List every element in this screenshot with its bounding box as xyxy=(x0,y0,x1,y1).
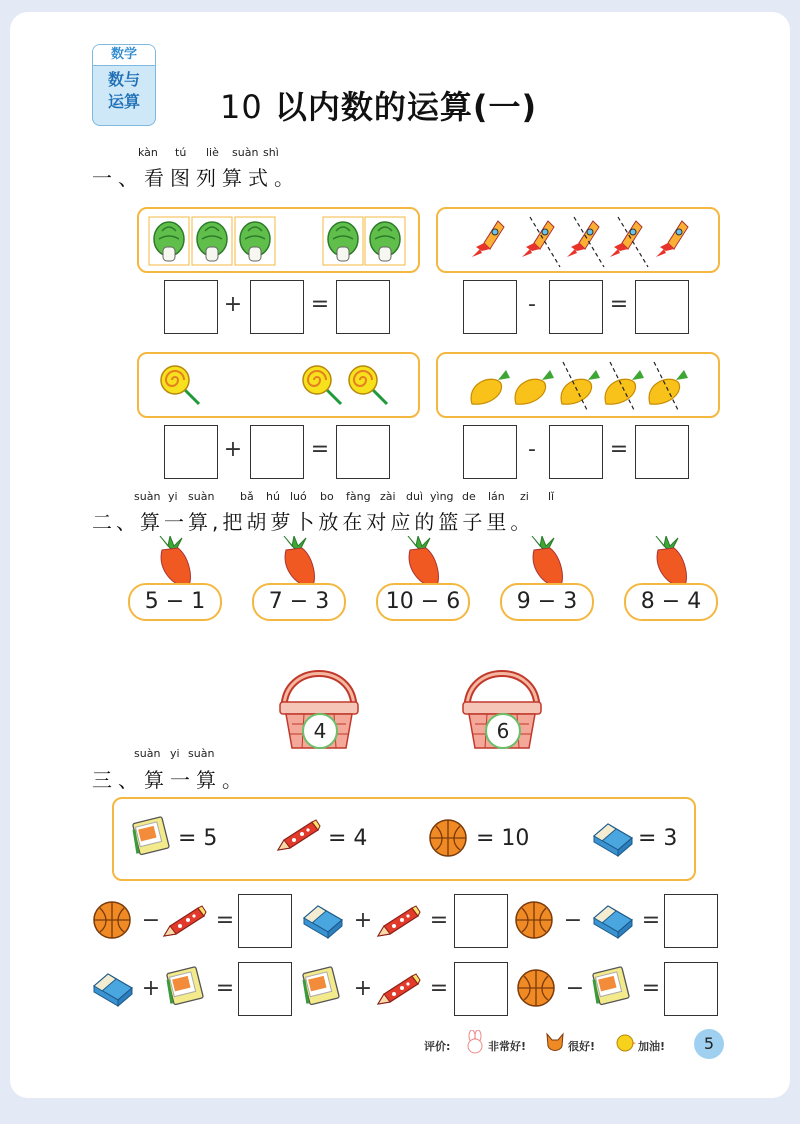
page-title xyxy=(220,82,537,128)
pinyin-syllable: de xyxy=(462,490,476,503)
topic-label-line1: 数与 xyxy=(107,70,140,89)
carrot-expression[interactable]: 8 − 4 xyxy=(624,583,718,621)
answer-box[interactable] xyxy=(664,894,718,948)
basketball-icon xyxy=(92,900,134,942)
basketball-icon xyxy=(428,818,470,860)
key-value: = 4 xyxy=(328,826,368,851)
subject-badge xyxy=(92,44,156,126)
answer-box[interactable] xyxy=(250,425,304,479)
answer-box[interactable] xyxy=(250,280,304,334)
minus-sign: - xyxy=(528,437,536,462)
equals-sign: = xyxy=(429,976,449,1001)
basketball-icon xyxy=(516,968,558,1010)
rocket-group xyxy=(438,209,718,271)
equals-sign: = xyxy=(609,292,629,317)
rating-good[interactable]: 很好! xyxy=(568,1040,596,1053)
notebook-icon xyxy=(130,816,176,858)
basket-number: 4 xyxy=(302,713,338,749)
carrot-expression[interactable]: 7 − 3 xyxy=(252,583,346,621)
answer-box[interactable] xyxy=(549,280,603,334)
answer-box[interactable] xyxy=(336,425,390,479)
rabbit-icon[interactable] xyxy=(464,1030,486,1054)
equals-sign: = xyxy=(609,437,629,462)
equals-sign: = xyxy=(215,976,235,1001)
cabbage-group xyxy=(139,209,418,271)
rating-label: 评价: xyxy=(424,1040,451,1053)
pinyin-syllable: yi xyxy=(170,747,180,760)
section3-heading: 三、算一算。 xyxy=(92,768,248,792)
minus-sign: - xyxy=(528,292,536,317)
pinyin-syllable: bo xyxy=(320,490,334,503)
eraser-icon xyxy=(590,900,636,942)
pinyin-syllable: suàn xyxy=(134,747,161,760)
answer-box[interactable] xyxy=(549,425,603,479)
notebook-icon xyxy=(300,966,346,1008)
basketball-icon xyxy=(514,900,556,942)
lollipop-group xyxy=(139,354,418,416)
minus-sign: − xyxy=(563,908,583,933)
picture-box-mangoes xyxy=(436,352,720,418)
notebook-icon xyxy=(164,966,210,1008)
pencil-icon xyxy=(274,816,324,858)
section3-pinyin xyxy=(134,747,254,761)
answer-box[interactable] xyxy=(336,280,390,334)
pencil-icon xyxy=(374,970,424,1012)
pinyin-syllable: luó xyxy=(290,490,307,503)
key-value: = 10 xyxy=(476,826,530,851)
pinyin-syllable: duì xyxy=(406,490,424,503)
equals-sign: = xyxy=(429,908,449,933)
equals-sign: = xyxy=(310,437,330,462)
pinyin-syllable: fàng xyxy=(346,490,371,503)
topic-label-line2: 运算 xyxy=(107,92,140,111)
mango-group xyxy=(438,354,718,416)
chick-icon[interactable] xyxy=(614,1030,636,1054)
answer-box[interactable] xyxy=(164,280,218,334)
pinyin-syllable: kàn xyxy=(138,146,158,159)
eraser-icon xyxy=(90,968,136,1010)
pinyin-syllable: yìng xyxy=(430,490,454,503)
answer-box[interactable] xyxy=(238,962,292,1016)
carrot-icon xyxy=(284,536,314,588)
picture-box-lollipops xyxy=(137,352,420,418)
subject-label: 数学 xyxy=(93,45,155,66)
page-number: 5 xyxy=(694,1029,724,1059)
answer-box[interactable] xyxy=(454,894,508,948)
eraser-icon xyxy=(300,900,346,942)
eraser-icon xyxy=(590,818,636,860)
pencil-icon xyxy=(374,902,424,944)
pinyin-syllable: lán xyxy=(488,490,505,503)
answer-box[interactable] xyxy=(664,962,718,1016)
minus-sign: − xyxy=(565,976,585,1001)
section2-heading: 二、算一算,把胡萝卜放在对应的篮子里。 xyxy=(92,510,535,534)
answer-box[interactable] xyxy=(635,280,689,334)
key-value: = 3 xyxy=(638,826,678,851)
section1-heading: 一、看图列算式。 xyxy=(92,166,300,190)
plus-sign: + xyxy=(141,976,161,1001)
pinyin-syllable: shì xyxy=(263,146,279,159)
pinyin-syllable: yi xyxy=(168,490,178,503)
plus-sign: + xyxy=(223,292,243,317)
pinyin-syllable: zi xyxy=(520,490,529,503)
equals-sign: = xyxy=(215,908,235,933)
carrot-icon xyxy=(160,536,190,588)
equals-sign: = xyxy=(641,908,661,933)
carrot-expression[interactable]: 10 − 6 xyxy=(376,583,470,621)
carrot-expression[interactable]: 9 − 3 xyxy=(500,583,594,621)
plus-sign: + xyxy=(353,976,373,1001)
carrot-icon xyxy=(408,536,438,588)
pinyin-syllable: zài xyxy=(380,490,396,503)
picture-box-cabbage xyxy=(137,207,420,273)
pinyin-syllable: bǎ xyxy=(240,490,254,503)
pencil-icon xyxy=(160,902,210,944)
title-text: 以内数的运算(一) xyxy=(274,88,538,126)
title-number: 10 xyxy=(220,88,263,126)
equals-sign: = xyxy=(310,292,330,317)
carrot-icon xyxy=(532,536,562,588)
section2-pinyin xyxy=(134,490,574,504)
picture-box-rockets xyxy=(436,207,720,273)
pinyin-syllable: lǐ xyxy=(548,490,555,503)
answer-box[interactable] xyxy=(238,894,292,948)
equals-sign: = xyxy=(641,976,661,1001)
carrot-icon xyxy=(656,536,686,588)
answer-box[interactable] xyxy=(463,280,517,334)
answer-box[interactable] xyxy=(164,425,218,479)
carrot-expression[interactable]: 5 − 1 xyxy=(128,583,222,621)
key-value: = 5 xyxy=(178,826,218,851)
notebook-icon xyxy=(590,966,636,1008)
plus-sign: + xyxy=(223,437,243,462)
pinyin-syllable: suàn xyxy=(134,490,161,503)
minus-sign: − xyxy=(141,908,161,933)
answer-box[interactable] xyxy=(454,962,508,1016)
answer-box[interactable] xyxy=(635,425,689,479)
pinyin-syllable: suàn xyxy=(188,490,215,503)
pinyin-syllable: liè xyxy=(206,146,219,159)
answer-box[interactable] xyxy=(463,425,517,479)
rating-excellent[interactable]: 非常好! xyxy=(488,1040,527,1053)
pinyin-syllable: tú xyxy=(175,146,187,159)
pinyin-syllable: suàn xyxy=(232,146,259,159)
pinyin-syllable: suàn xyxy=(188,747,215,760)
basket-number: 6 xyxy=(485,713,521,749)
plus-sign: + xyxy=(353,908,373,933)
fox-icon[interactable] xyxy=(544,1030,566,1054)
pinyin-syllable: hú xyxy=(266,490,280,503)
rating-keep-going[interactable]: 加油! xyxy=(638,1040,666,1053)
